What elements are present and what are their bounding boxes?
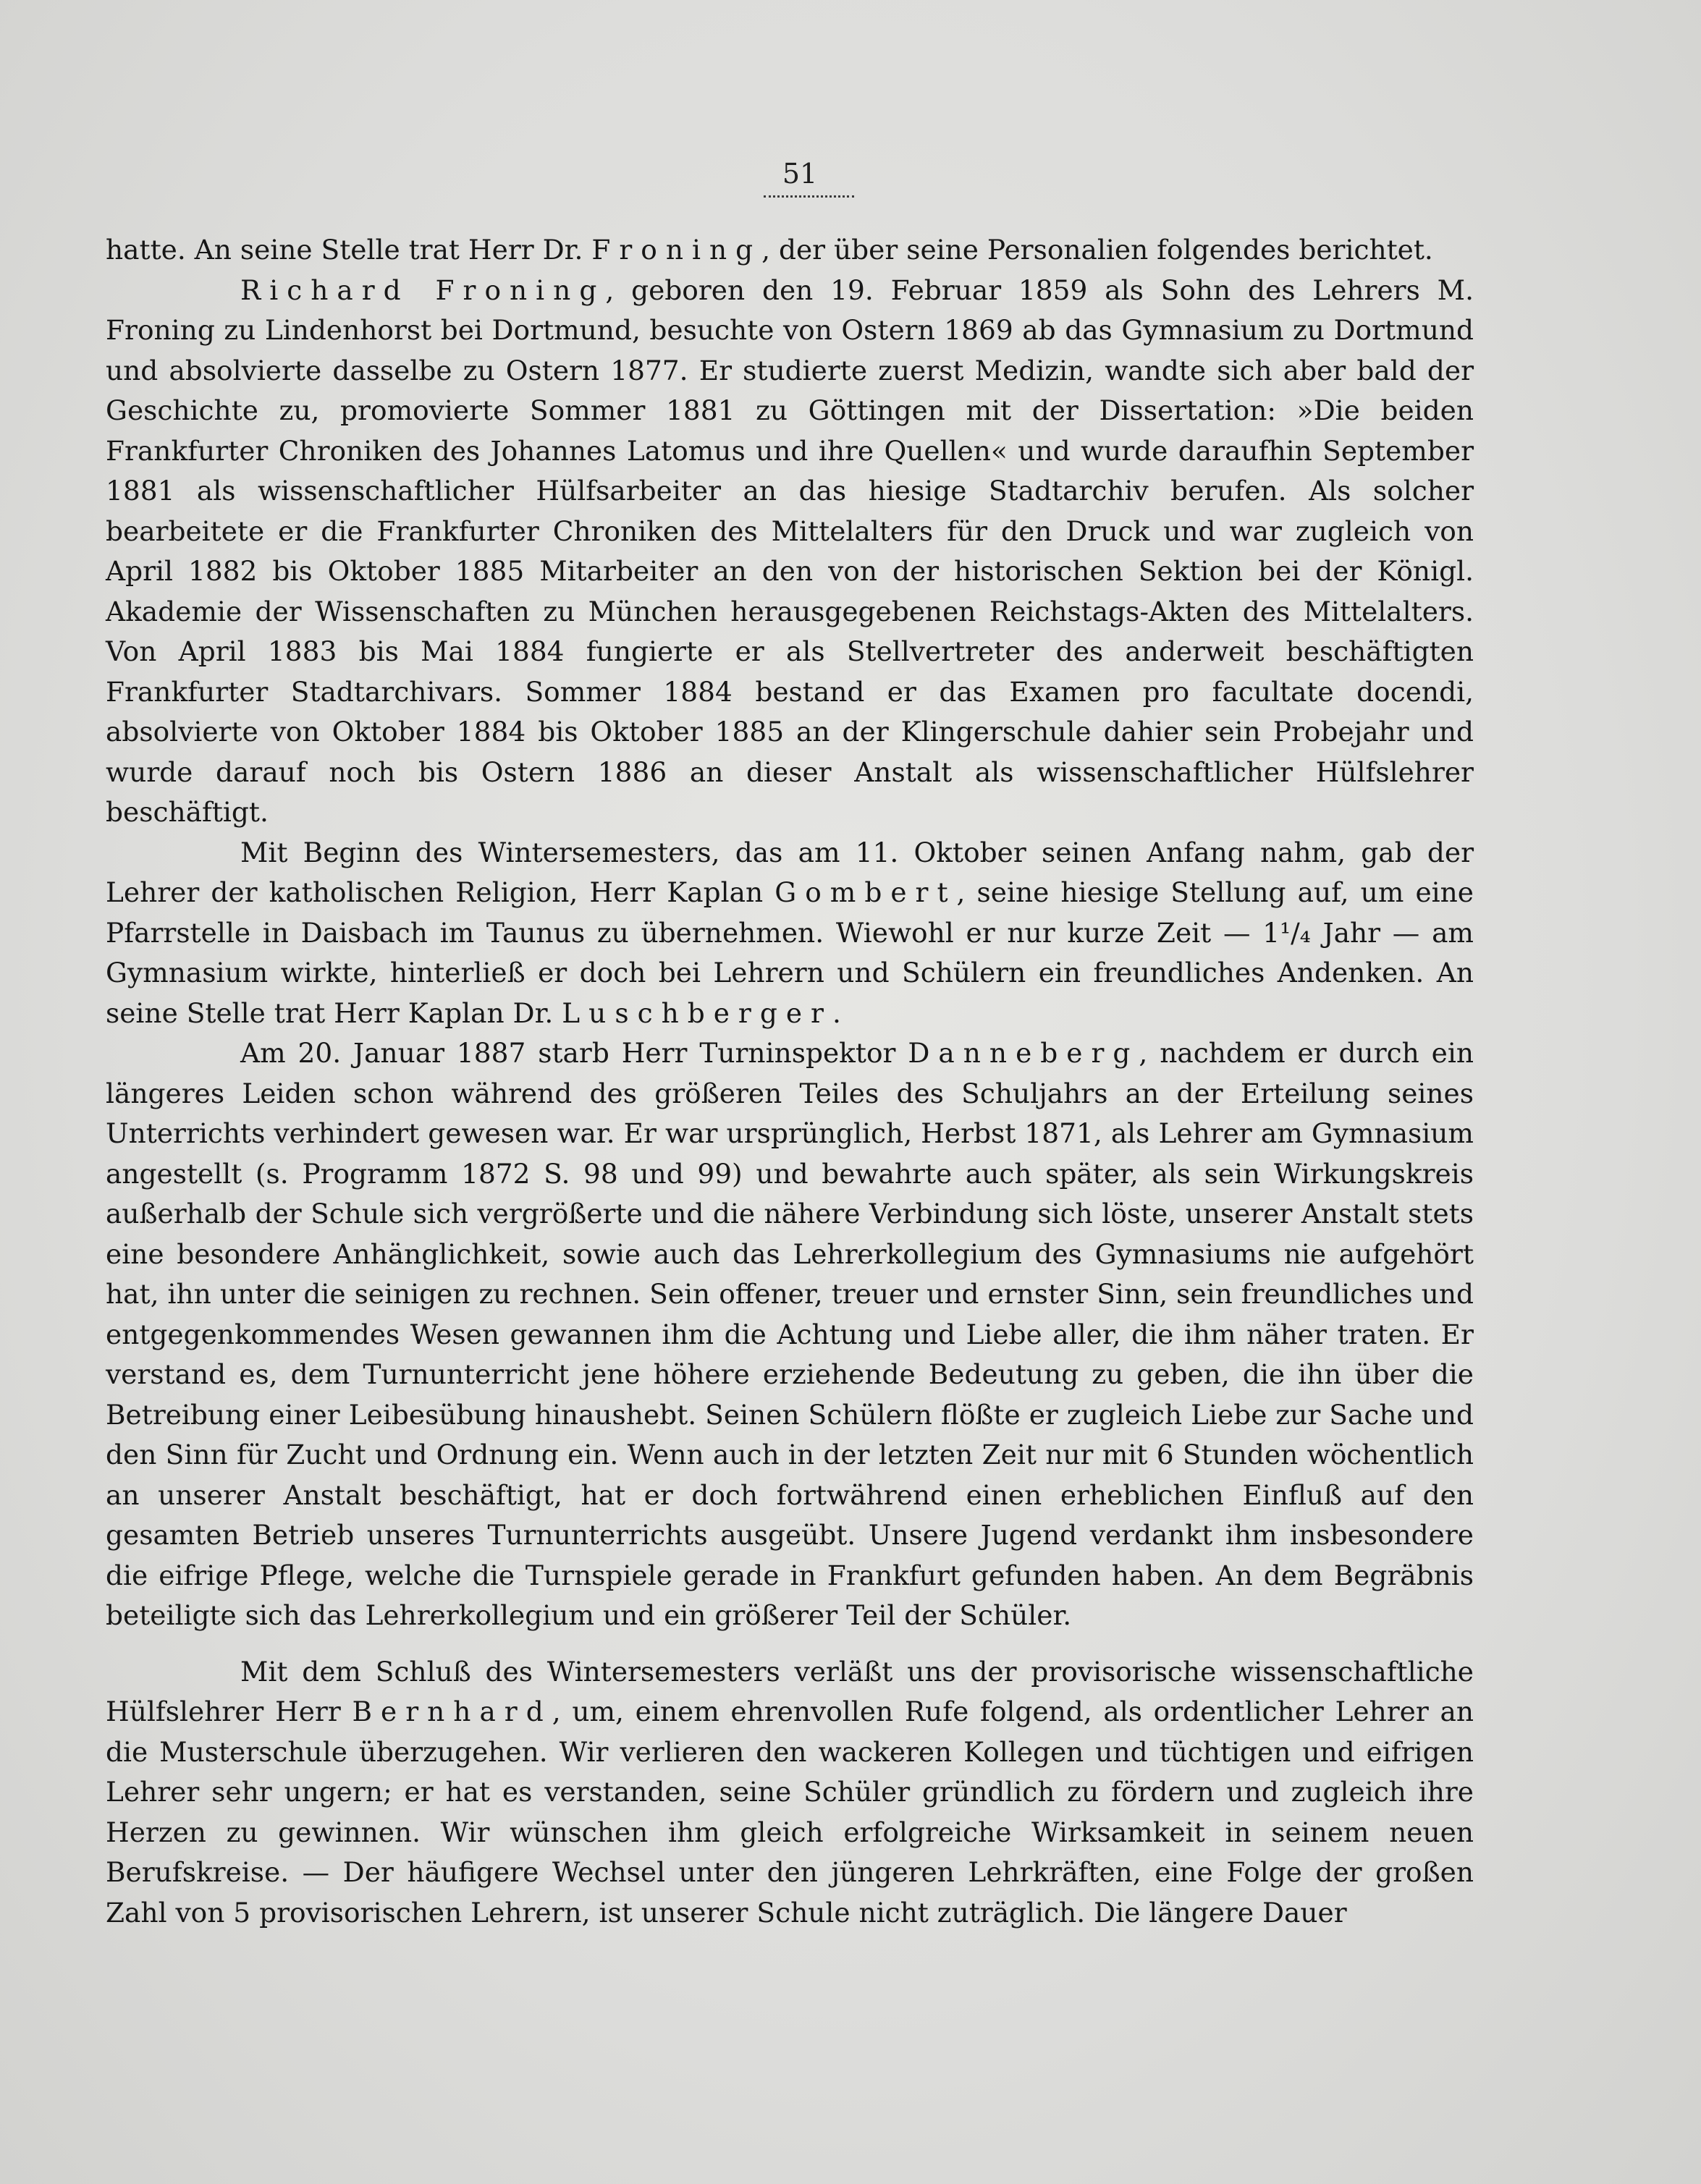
paragraph: [106, 1652, 1474, 1934]
text-run: Am 20. Januar 1887 starb Herr Turninspektor: [240, 1037, 908, 1069]
body-text: [106, 230, 1474, 1933]
text-run: , geboren den 19. Februar 1859 als Sohn des Lehrers M. Froning zu Lindenhorst bei Dortmund, besuchte von Ostern 1869 ab das Gymnasium zu Dortmund und absolvierte dasselbe zu Ostern 1877. Er studierte zuerst Medizin, wandte sich aber bald der Geschichte zu, promovierte Sommer 1881 zu Göttingen mit der Dissertation: »Die beiden Frankfurter Chroniken des Johannes Latomus und ihre Quellen« und wurde daraufhin September 1881 als wissenschaftlicher Hülfsarbeiter an das hiesige Stadtarchiv berufen. Als solcher bearbeitete er die Frankfurter Chroniken des Mittelalters für den Druck und war zugleich von April 1882 bis Oktober 1885 Mitarbeiter an den von der historischen Sektion bei der Königl. Akademie der Wissenschaften zu München herausgegebenen Reichstags-Akten des Mittelalters. Von April 1883 bis Mai 1884 fungierte er als Stellvertreter des anderweit beschäftigten Frankfurter Stadtarchivars. Sommer 1884 bestand er das Examen pro facultate docendi, absolvierte von Oktober 1884 bis Oktober 1885 an der Klingerschule dahier sein Probejahr und wurde darauf noch bis Ostern 1886 an dieser Anstalt als wissenschaftlicher Hülfslehrer beschäftigt.: [106, 274, 1474, 828]
spaced-name: Richard Froning: [240, 274, 606, 306]
text-run: , nachdem er durch ein längeres Leiden schon während des größeren Teiles des Schuljahrs an der Erteilung seines Unterrichts verhindert gewesen war. Er war ursprünglich, Herbst 1871, als Lehrer am Gymnasium angestellt (s. Programm 1872 S. 98 und 99) und bewahrte auch später, als sein Wirkungskreis außerhalb der Schule sich vergrößerte und die nähere Verbindung sich löste, unserer Anstalt stets eine besondere Anhänglichkeit, sowie auch das Lehrerkollegium des Gymnasiums nie aufgehört hat, ihn unter die seinigen zu rechnen. Sein offener, treuer und ernster Sinn, sein freundliches und entgegenkommendes Wesen gewannen ihm die Achtung und Liebe aller, die ihm näher traten. Er verstand es, dem Turnunterricht jene höhere erziehende Bedeutung zu geben, die ihn über die Betreibung einer Leibesübung hinaushebt. Seinen Schülern flößte er zugleich Liebe zur Sache und den Sinn für Zucht und Ordnung ein. Wenn auch in der letzten Zeit nur mit 6 Stunden wöchentlich an unserer Anstalt beschäftigt, hat er doch fortwährend einen erheblichen Einfluß auf den gesamten Betrieb unseres Turnunterrichts ausgeübt. Unsere Jugend verdankt ihm insbesondere die eifrige Pflege, welche die Turnspiele gerade in Frankfurt gefunden haben. An dem Begräbnis beteiligte sich das Lehrerkollegium und ein größerer Teil der Schüler.: [106, 1037, 1474, 1631]
text-run: .: [832, 996, 841, 1029]
spaced-name: Bernhard: [352, 1696, 552, 1727]
text-run: , seine hiesige Stellung auf, um eine Pfarrstelle in Daisbach im Taunus zu übernehmen. Wiewohl er nur kurze Zeit — 1¹/₄ Jahr — am Gymnasium wirkte, hinterließ er doch bei Lehrern und Schülern ein freundliches Andenken. An seine Stelle trat Herr Kaplan Dr.: [106, 876, 1474, 1029]
paragraph: [106, 833, 1474, 1034]
text-run: , um, einem ehrenvollen Rufe folgend, als ordentlicher Lehrer an die Musterschule überzugehen. Wir verlieren den wackeren Kollegen und tüchtigen und eifrigen Lehrer sehr ungern; er hat es verstanden, seine Schüler gründlich zu fördern und zugleich ihre Herzen zu gewinnen. Wir wünschen ihm gleich erfolgreiche Wirksamkeit in seinem neuen Berufskreise. — Der häufigere Wechsel unter den jüngeren Lehrkräften, eine Folge der großen Zahl von 5 provisorischen Lehrern, ist unserer Schule nicht zuträglich. Die längere Dauer: [106, 1696, 1474, 1929]
page-number: 51: [782, 158, 818, 190]
paragraph: [106, 271, 1474, 833]
text-run: Mit dem Schluß des Wintersemesters verläßt uns der provisorische wissenschaftliche Hülfslehrer Herr: [106, 1655, 1474, 1727]
text-run: , der über seine Personalien folgendes berichtet.: [761, 234, 1433, 266]
spaced-name: Gombert: [774, 876, 957, 908]
spaced-name: Danneberg: [908, 1037, 1139, 1069]
text-run: hatte. An seine Stelle trat Herr Dr.: [106, 234, 592, 266]
paragraph: [106, 1033, 1474, 1636]
spaced-name: Luschberger: [562, 996, 832, 1029]
paragraph: [106, 230, 1474, 271]
text-run: Mit Beginn des Wintersemesters, das am 11. Oktober seinen Anfang nahm, gab der Lehrer der katholischen Religion, Herr Kaplan: [106, 836, 1474, 908]
spaced-name: Froning: [591, 234, 762, 266]
page-number-ornament: [764, 195, 854, 200]
